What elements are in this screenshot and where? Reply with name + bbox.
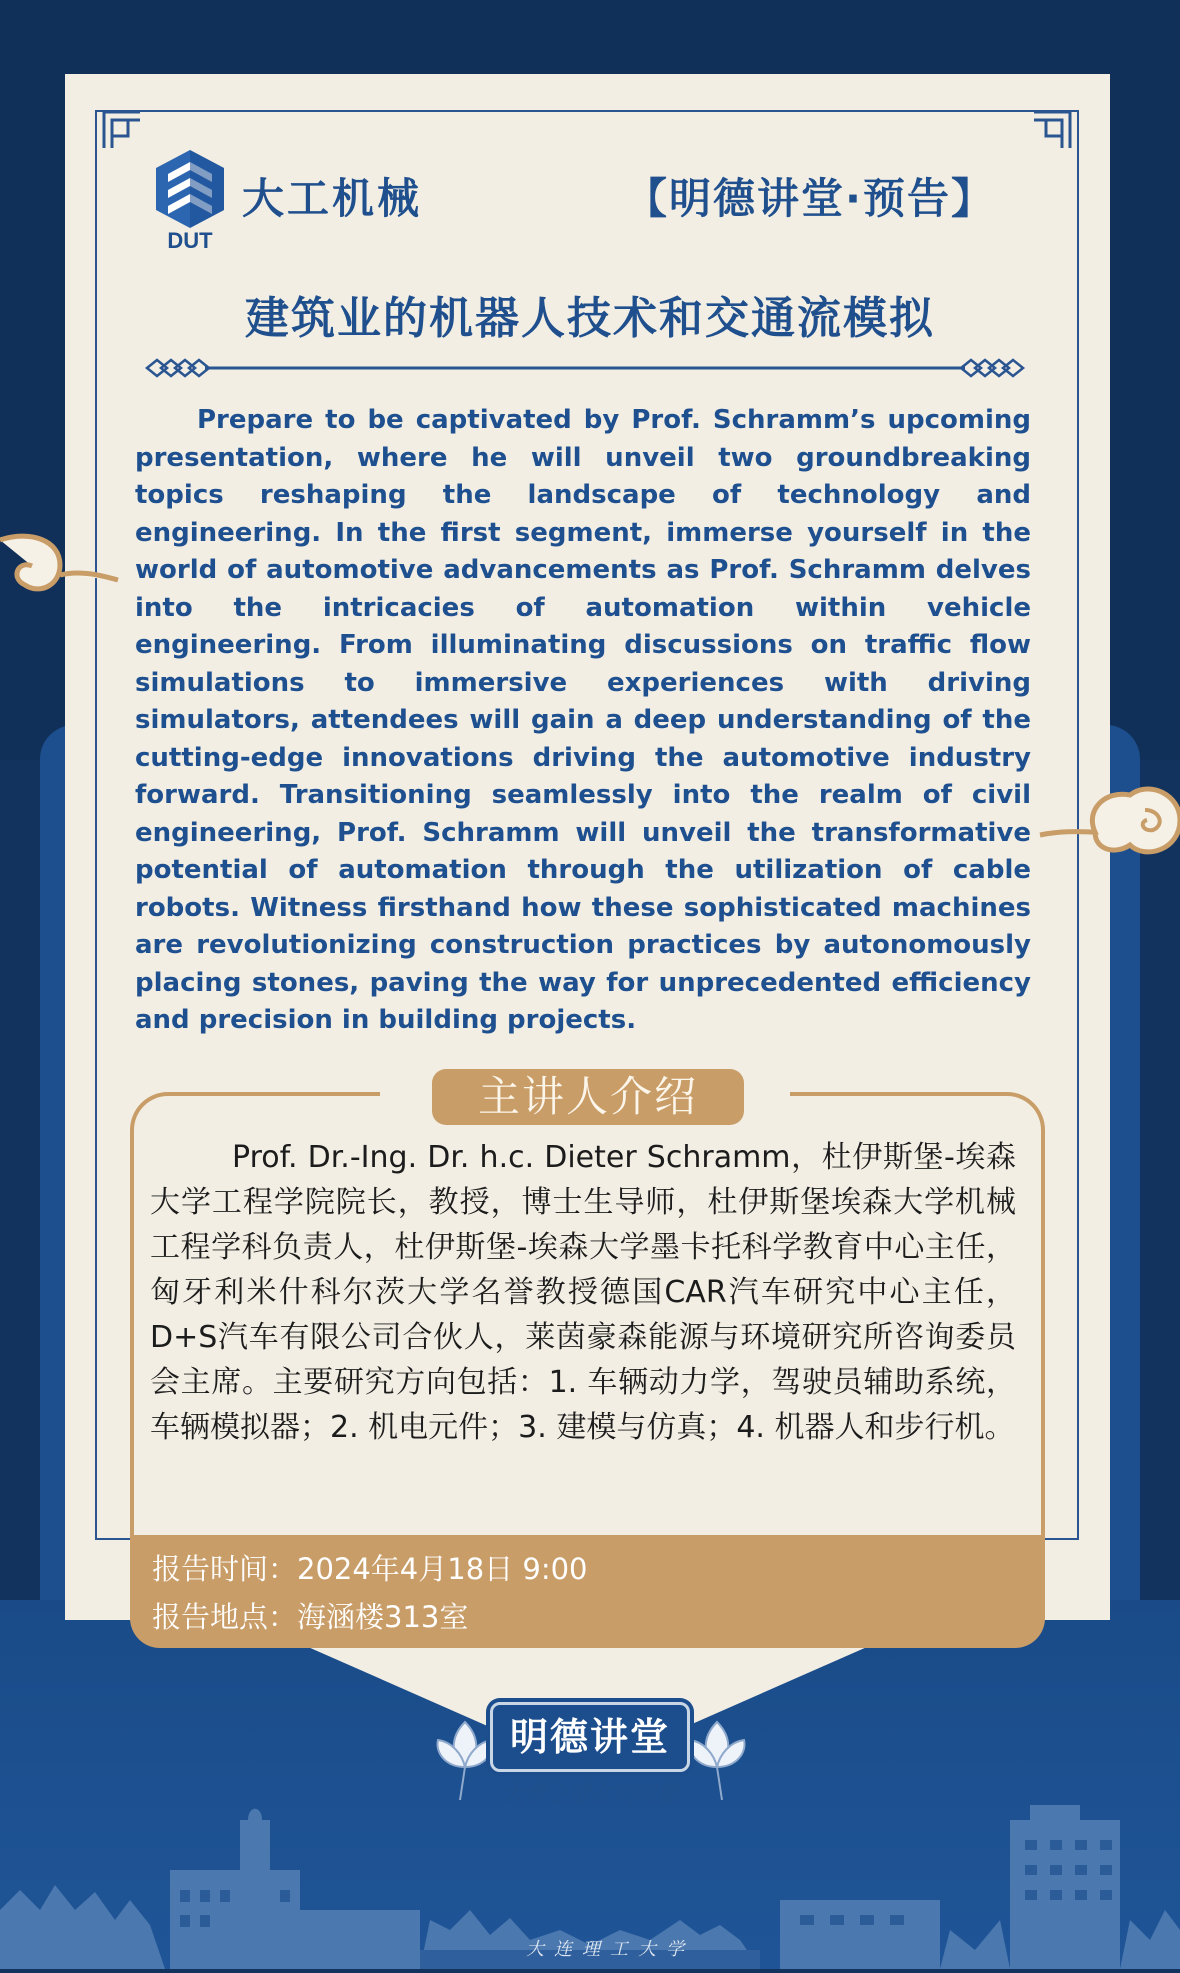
- cloud-left-icon: [0, 520, 120, 614]
- speaker-bio: Prof. Dr.-Ing. Dr. h.c. Dieter Schramm，杜伊斯堡-埃森大学工程学院院长，教授，博士生导师，杜伊斯堡埃森大学机械工程学科负责人，杜伊斯堡-埃森大学墨卡托科学教育中心主任，匈牙利米什科尔茨大学名誉教授德国CAR汽车研究中心主任，D+S汽车有限公司合伙人，莱茵豪森能源与环境研究所咨询委员会主席。主要研究方向包括：1. 车辆动力学，驾驶员辅助系统，车辆模拟器；2. 机电元件；3. 建模与仿真；4. 机器人和步行机。: [150, 1140, 1016, 1445]
- talk-abstract: Prepare to be captivated by Prof. Schramm’s upcoming presentation, where he will unveil two groundbreaking topics reshaping the landscape of technology and engineering. In the first segment, immerse yourself in the world of automotive advancements as Prof. Schramm delves into the intricacies of automation within vehicle engineering. From illuminating discussions on traffic flow simulations to immersive experiences with driving simulators, attendees will gain a deep understanding of the cutting-edge innovations driving the automotive industry forward. Transitioning seamlessly into the realm of civil engineering, Prof. Schramm will unveil the transformative potential of automation through the utilization of cable robots. Witness firsthand how these sophisticated machines are revolutionizing construction practices by autonomously placing stones, paving the way for unprecedented efficiency and precision in building projects.: [135, 405, 1031, 1035]
- motto: 大学之道在明明德: [501, 1782, 678, 1808]
- talk-place: 报告地点：海涵楼313室: [152, 1600, 469, 1634]
- lecture-badge-label: 明德讲堂: [509, 1715, 670, 1759]
- talk-details: [130, 1535, 1045, 1648]
- speaker-heading: [432, 1069, 744, 1125]
- cloud-right-icon: [1035, 770, 1180, 874]
- corner-ornament-icon: [100, 108, 144, 152]
- brand-short: DUT: [167, 228, 213, 253]
- talk-title: 建筑业的机器人技术和交通流模拟: [245, 293, 935, 344]
- lecture-badge: [490, 1702, 690, 1772]
- title-divider: [145, 358, 1025, 378]
- corner-ornament-icon: [1030, 108, 1074, 152]
- footer-caption: 大连理工大学: [526, 1939, 694, 1960]
- speaker-heading-label: 主讲人介绍: [477, 1072, 698, 1121]
- talk-time: 报告时间：2024年4月18日 9:00: [152, 1552, 588, 1586]
- brand-name: 大工机械: [242, 174, 423, 223]
- preview-tag: 【明德讲堂·预告】: [625, 174, 995, 223]
